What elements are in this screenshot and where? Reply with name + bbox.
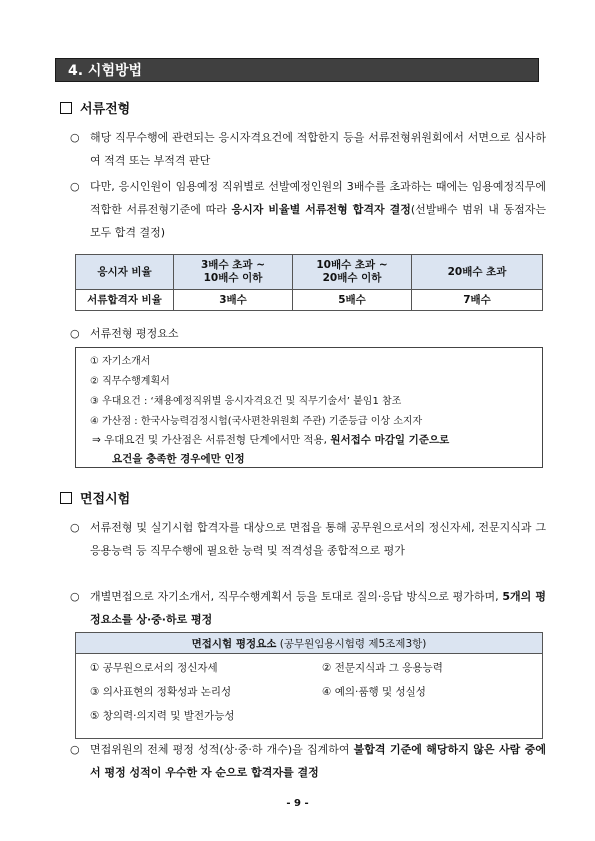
ratio-header-cell: 20배수 초과 bbox=[412, 255, 543, 290]
section-banner: 4. 시험방법 bbox=[55, 58, 539, 82]
document-screening-para-2: ○ 다만, 응시인원이 임용예정 직위별로 선발예정인원의 3배수를 초과하는 때에는 임용예정직무에 적합한 서류전형기준에 따라 응시자 비율별 서류전형 합격자 결정(선발배수 범위 내 동점자는 모두 합격 결정) bbox=[70, 175, 546, 244]
interview-para-3: ○ 면접위원의 전체 평정 성적(상·중·하 개수)을 집계하여 불합격 기준에 해당하지 않은 사람 중에서 평정 성적이 우수한 자 순으로 합격자를 결정 bbox=[70, 738, 546, 784]
circle-bullet-icon: ○ bbox=[70, 131, 80, 144]
circle-bullet-icon: ○ bbox=[70, 590, 80, 603]
ratio-table bbox=[75, 254, 543, 311]
interview-table-title: 면접시험 평정요소 bbox=[191, 637, 277, 650]
ratio-table-row bbox=[76, 290, 543, 311]
interview-heading: 면접시험 bbox=[60, 488, 130, 507]
ratio-table-header bbox=[76, 255, 543, 290]
interview-criterion: ① 공무원으로서의 정신자세 bbox=[90, 662, 218, 674]
criteria-item: ① 자기소개서 bbox=[90, 356, 151, 367]
interview-para-2: ○ 개별면접으로 자기소개서, 직무수행계획서 등을 토대로 질의·응답 방식으로 평가하며, 5개의 평정요소를 상·중·하로 평정 bbox=[70, 585, 546, 631]
interview-criterion: ⑤ 창의력·의지력 및 발전가능성 bbox=[90, 710, 235, 722]
criteria-item: ④ 가산점 : 한국사능력검정시험(국사편찬위원회 주관) 기준등급 이상 소지자 bbox=[90, 416, 423, 427]
ratio-cell: 7배수 bbox=[412, 290, 543, 311]
circle-bullet-icon: ○ bbox=[70, 327, 80, 340]
checkbox-square-icon bbox=[60, 492, 72, 504]
circle-bullet-icon: ○ bbox=[70, 743, 80, 756]
interview-criterion: ② 전문지식과 그 응용능력 bbox=[322, 662, 443, 674]
ratio-header-cell: 응시자 비율 bbox=[76, 255, 174, 290]
interview-criterion: ④ 예의·품행 및 성실성 bbox=[322, 686, 426, 698]
interview-table-header bbox=[76, 633, 543, 654]
criteria-note: ⇒ 우대요건 및 가산점은 서류전형 단계에서만 적용, 원서접수 마감일 기준으로 bbox=[92, 434, 450, 446]
interview-criteria-table bbox=[75, 632, 543, 739]
ratio-cell: 3배수 bbox=[174, 290, 293, 311]
interview-table-body bbox=[76, 654, 543, 739]
ratio-header-cell: 10배수 초과 ~ 20배수 이하 bbox=[293, 255, 412, 290]
criteria-note-cont: 요건을 충족한 경우에만 인정 bbox=[112, 453, 245, 465]
circle-bullet-icon: ○ bbox=[70, 521, 80, 534]
interview-para-1: ○ 서류전형 및 실기시험 합격자를 대상으로 면접을 통해 공무원으로서의 정신자세, 전문지식과 그 응용능력 등 직무수행에 필요한 능력 및 적격성을 종합적으로 평가 bbox=[70, 516, 546, 562]
ratio-header-cell: 3배수 초과 ~ 10배수 이하 bbox=[174, 255, 293, 290]
interview-table-subtitle: (공무원임용시험령 제5조제3항) bbox=[276, 637, 427, 650]
page-number: - 9 - bbox=[286, 798, 309, 809]
interview-criterion: ③ 의사표현의 정확성과 논리성 bbox=[90, 686, 232, 698]
document-criteria-heading: ○ 서류전형 평정요소 bbox=[70, 322, 546, 345]
document-screening-heading: 서류전형 bbox=[60, 98, 130, 117]
circle-bullet-icon: ○ bbox=[70, 180, 80, 193]
ratio-cell: 서류합격자 비율 bbox=[76, 290, 174, 311]
document-screening-para-1: ○ 해당 직무수행에 관련되는 응시자격요건에 적합한지 등을 서류전형위원회에서 서면으로 심사하여 적격 또는 부적격 판단 bbox=[70, 126, 546, 172]
document-criteria-box bbox=[75, 347, 543, 468]
criteria-item: ③ 우대요건 : ‘채용예정직위별 응시자격요건 및 직무기술서’ 붙임1 참조 bbox=[90, 396, 402, 407]
criteria-item: ② 직무수행계획서 bbox=[90, 376, 170, 387]
ratio-cell: 5배수 bbox=[293, 290, 412, 311]
checkbox-square-icon bbox=[60, 102, 72, 114]
